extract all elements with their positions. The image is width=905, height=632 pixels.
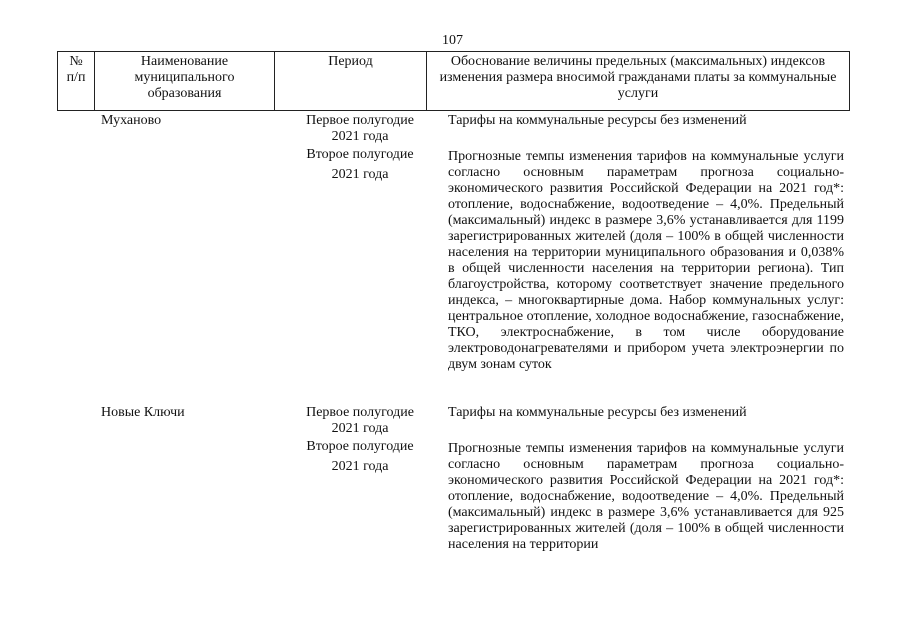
header-justification: Обоснование величины предельных (максимальных) индексов изменения размера вносимой гражданами платы за коммунальные услуги bbox=[427, 52, 850, 111]
period-second-half bbox=[296, 147, 424, 183]
period-first-half bbox=[296, 113, 424, 145]
header-period: Период bbox=[275, 52, 427, 111]
period-second-half bbox=[296, 439, 424, 475]
period-label: Второе полугодие bbox=[306, 439, 414, 454]
justification-paragraph: Прогнозные темпы изменения тарифов на коммунальные услуги согласно основным параметрам прогноза социально-экономического развития Российской Федерации на 2021 год*: отопление, водоснабжение, водоотведение – 4,0%. Предельный (максимальный) индекс в размере 3,6% устанавливается для 925 зарегистрированных жителей (доля – 100% в общей численности населения на территории bbox=[448, 441, 844, 552]
header-number: № п/п bbox=[58, 52, 95, 111]
page-number: 107 bbox=[442, 33, 463, 48]
period-year: 2021 года bbox=[331, 459, 389, 474]
justification-text: Тарифы на коммунальные ресурсы без изменений bbox=[448, 405, 747, 420]
justification-text bbox=[448, 149, 844, 373]
period-year: 2021 года bbox=[331, 129, 389, 144]
period-label: Второе полугодие bbox=[306, 147, 414, 162]
justification-paragraph: Прогнозные темпы изменения тарифов на коммунальные услуги согласно основным параметрам прогноза социально-экономического развития Российской Федерации на 2021 год*: отопление, водоснабжение, водоотведение – 4,0%. Предельный (максимальный) индекс в размере 3,6% устанавливается для 1199 зарегистрированных жителей (доля – 100% в общей численности населения на территории муниципального образования и 0,038% в общей численности населения на территории региона). Тип благоустройства, которому соответствует значение предельного индекса, – многоквартирные дома. Набор коммунальных услуг: центральное отопление, холодное водоснабжение, газоснабжение, ТКО, электроснабжение, в том числе оборудование электроводонагревателями и прибором учета электроэнергии по двум зонам суток bbox=[448, 149, 844, 372]
period-label: Первое полугодие bbox=[306, 113, 414, 128]
period-year: 2021 года bbox=[331, 167, 389, 182]
table-header bbox=[57, 51, 850, 111]
justification-text bbox=[448, 441, 844, 553]
period-first-half bbox=[296, 405, 424, 437]
period-year: 2021 года bbox=[331, 421, 389, 436]
municipality-name: Муханово bbox=[101, 113, 162, 128]
period-label: Первое полугодие bbox=[306, 405, 414, 420]
header-municipality: Наименование муниципального образования bbox=[95, 52, 275, 111]
municipality-name: Новые Ключи bbox=[101, 405, 185, 420]
justification-text: Тарифы на коммунальные ресурсы без изменений bbox=[448, 113, 747, 128]
